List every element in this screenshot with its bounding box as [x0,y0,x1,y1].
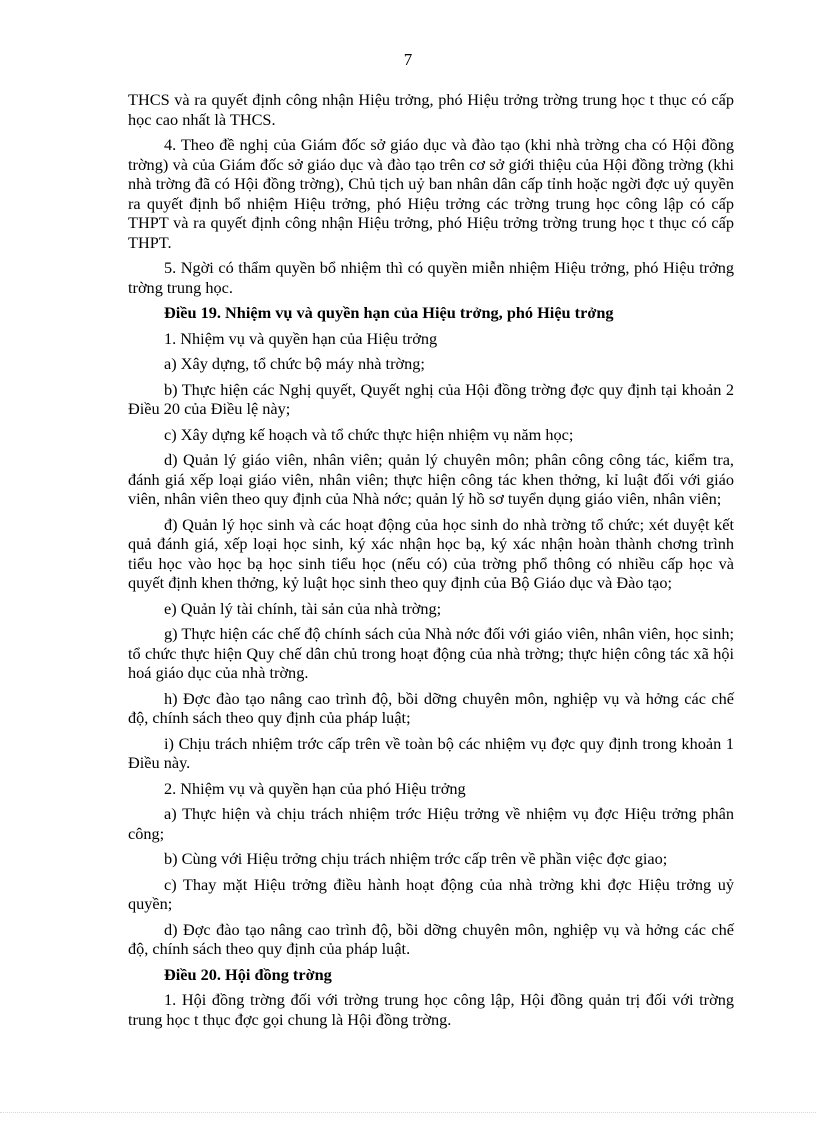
paragraph: g) Thực hiện các chế độ chính sách của Nhà nớc đối với giáo viên, nhân viên, học sinh; tổ chức thực hiện Quy chế dân chủ trong hoạt động của nhà trờng; thực hiện công tác xã hội hoá giáo dục của nhà trờng. [128,624,734,682]
paragraph: b) Cùng với Hiệu trởng chịu trách nhiệm trớc cấp trên về phần việc đợc giao; [164,849,668,868]
paragraph: c) Thay mặt Hiệu trởng điều hành hoạt động của nhà trờng khi đợc Hiệu trởng uỷ quyền; [128,874,734,913]
paragraph: h) Đợc đào tạo nâng cao trình độ, bồi dỡng chuyên môn, nghiệp vụ và hởng các chế độ, chính sách theo quy định của pháp luật; [128,688,734,727]
paragraph: a) Xây dựng, tổ chức bộ máy nhà trờng; [164,354,425,373]
paragraph: d) Quản lý giáo viên, nhân viên; quản lý chuyên môn; phân công công tác, kiểm tra, đánh giá xếp loại giáo viên, nhân viên; thực hiện công tác khen thởng, kỉ luật đối với giáo viên, nhân viên theo quy định của Nhà nớc; quản lý hồ sơ tuyển dụng giáo viên, nhân viên; [128,450,734,508]
paragraph: e) Quản lý tài chính, tài sản của nhà trờng; [164,598,442,618]
paragraph: b) Thực hiện các Nghị quyết, Quyết nghị của Hội đồng trờng đợc quy định tại khoản 2 Điều 20 của Điều lệ này; [128,379,734,418]
paragraph: a) Thực hiện và chịu trách nhiệm trớc Hiệu trởng về nhiệm vụ đợc Hiệu trởng phân công; [128,804,734,843]
paragraph: 2. Nhiệm vụ và quyền hạn của phó Hiệu trởng [164,778,466,798]
paragraph: i) Chịu trách nhiệm trớc cấp trên về toàn bộ các nhiệm vụ đợc quy định trong khoản 1 Điều này. [128,733,734,772]
paragraph: 5. Ngời có thẩm quyền bổ nhiệm thì có quyền miễn nhiệm Hiệu trởng, phó Hiệu trởng trờng trung học. [128,258,734,297]
page-number: 7 [403,50,413,69]
article-heading: Điều 19. Nhiệm vụ và quyền hạn của Hiệu trởng, phó Hiệu trởng [164,303,614,322]
paragraph: 1. Hội đồng trờng đối với trờng trung học công lập, Hội đồng quản trị đối với trờng trung học t thục đợc gọi chung là Hội đồng trờng. [128,990,734,1029]
article-heading: Điều 20. Hội đồng trờng [164,964,332,984]
document-body [128,90,734,1035]
paragraph: c) Xây dựng kế hoạch và tổ chức thực hiện nhiệm vụ năm học; [164,424,574,444]
paragraph: d) Đợc đào tạo nâng cao trình độ, bồi dỡng chuyên môn, nghiệp vụ và hởng các chế độ, chính sách theo quy định của pháp luật. [128,919,734,958]
paragraph: đ) Quản lý học sinh và các hoạt động của học sinh do nhà trờng tổ chức; xét duyệt kết quả đánh giá, xếp loại học sinh, ký xác nhận học bạ, ký xác nhận hoàn thành chơng trình tiểu học vào học bạ học sinh tiểu học (nếu có) của trờng phổ thông có nhiều cấp học và quyết định khen thởng, kỷ luật học sinh theo quy định của Bộ Giáo dục và Đào tạo; [128,514,734,592]
paragraph: 1. Nhiệm vụ và quyền hạn của Hiệu trởng [164,328,438,348]
page-bottom-divider [0,1112,816,1113]
paragraph: THCS và ra quyết định công nhận Hiệu trởng, phó Hiệu trởng trờng trung học t thục có cấp học cao nhất là THCS. [128,90,734,129]
paragraph: 4. Theo đề nghị của Giám đốc sở giáo dục và đào tạo (khi nhà trờng cha có Hội đồng trờng) và của Giám đốc sở giáo dục và đào tạo trên cơ sở giới thiệu của Hội đồng trờng (khi nhà trờng đã có Hội đồng trờng), Chủ tịch uỷ ban nhân dân cấp tỉnh hoặc ngời đợc uỷ quyền ra quyết định bổ nhiệm Hiệu trởng, phó Hiệu trởng các trờng trung học công lập có cấp THPT và ra quyết định công nhận Hiệu trởng, phó Hiệu trởng trờng trung học t thục có cấp THPT. [128,135,734,252]
